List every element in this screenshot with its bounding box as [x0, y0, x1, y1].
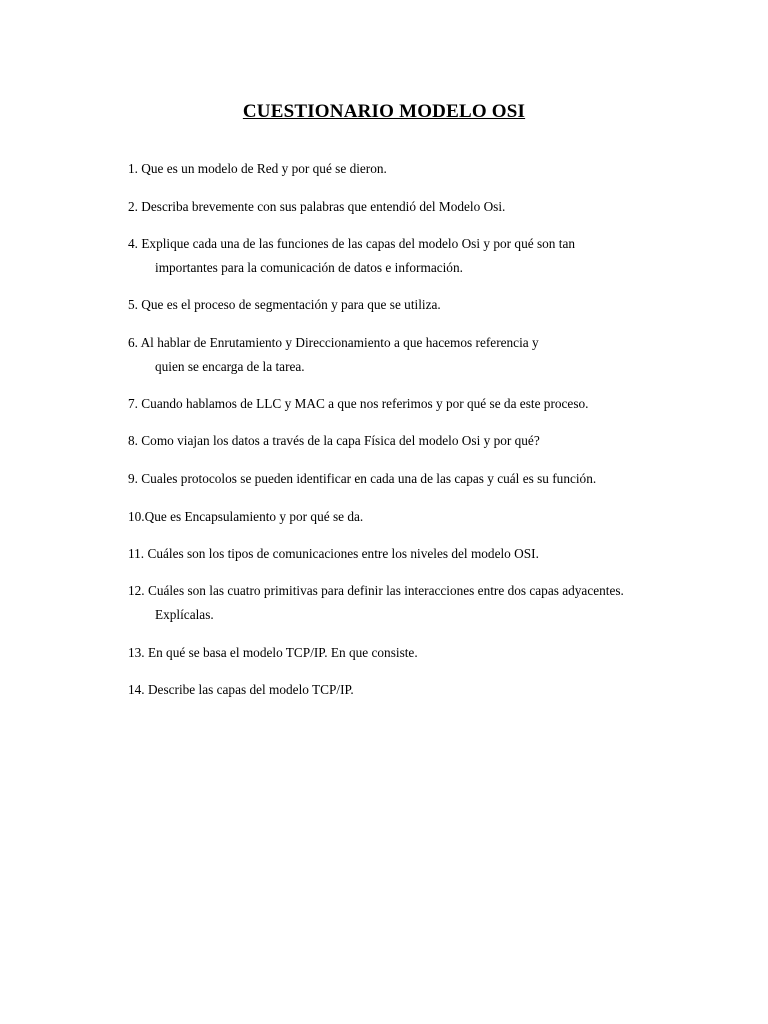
question-text-continuation: importantes para la comunicación de datos e información. — [155, 260, 463, 275]
word: que — [403, 335, 423, 350]
question-9 — [128, 467, 657, 491]
word: modelo — [418, 236, 459, 251]
word: y — [483, 236, 491, 251]
word: capas — [365, 236, 396, 251]
question-text: 14. Describe las capas del modelo TCP/IP. — [128, 682, 354, 697]
word: de — [193, 335, 207, 350]
word: 4. — [128, 236, 138, 251]
question-12 — [128, 579, 657, 627]
question-4 — [128, 232, 657, 280]
word: cada — [192, 236, 218, 251]
question-text-justified — [128, 331, 657, 355]
question-8 — [128, 429, 657, 453]
question-text: 12. Cuáles son las cuatro primitivas para definir las interacciones entre dos capas adyacentes. — [128, 583, 624, 598]
question-text: 5. Que es el proceso de segmentación y para que se utiliza. — [128, 297, 441, 312]
word: del — [398, 236, 416, 251]
word: qué — [514, 236, 534, 251]
question-text: 11. Cuáles son los tipos de comunicaciones entre los niveles del modelo OSI. — [128, 546, 539, 561]
question-13 — [128, 641, 657, 665]
question-5 — [128, 293, 657, 317]
word: hacemos referencia y — [425, 335, 539, 350]
word: de — [331, 236, 345, 251]
word: de — [242, 236, 256, 251]
word: Osi — [461, 236, 481, 251]
word: Direccionamiento — [295, 335, 391, 350]
page-title: CUESTIONARIO MODELO OSI — [242, 101, 526, 122]
question-1 — [128, 157, 657, 181]
question-text: 10.Que es Encapsulamiento y por qué se da. — [128, 509, 364, 524]
question-text: 8. Como viajan los datos a través de la capa Física del modelo Osi y por qué? — [128, 433, 540, 448]
question-text-justified — [128, 232, 657, 256]
question-11 — [128, 542, 657, 566]
word: a — [393, 335, 400, 350]
word: hablar — [157, 335, 191, 350]
question-7 — [128, 392, 657, 416]
word: las — [347, 236, 363, 251]
word: Enrutamiento — [209, 335, 283, 350]
question-text: 7. Cuando hablamos de LLC y MAC a que nos referimos y por qué se da este proceso. — [128, 396, 589, 411]
question-6 — [128, 331, 657, 379]
question-text: 1. Que es un modelo de Red y por qué se dieron. — [128, 161, 387, 176]
word: por — [493, 236, 512, 251]
word: son — [536, 236, 556, 251]
word: y — [285, 335, 293, 350]
question-2 — [128, 195, 657, 219]
word: tan — [558, 236, 576, 251]
question-text-continuation: quien se encarga de la tarea. — [155, 359, 305, 374]
question-text-continuation: Explícalas. — [155, 607, 214, 622]
word: las — [258, 236, 274, 251]
word: 6. Al — [128, 335, 154, 350]
question-text: 13. En qué se basa el modelo TCP/IP. En que consiste. — [128, 645, 418, 660]
word: una — [220, 236, 240, 251]
question-text: 2. Describa brevemente con sus palabras que entendió del Modelo Osi. — [128, 199, 506, 214]
question-text: 9. Cuales protocolos se pueden identificar en cada una de las capas y cuál es su función. — [128, 471, 597, 486]
question-10 — [128, 505, 657, 529]
word: funciones — [276, 236, 329, 251]
word: Explique — [141, 236, 190, 251]
question-14 — [128, 678, 657, 702]
